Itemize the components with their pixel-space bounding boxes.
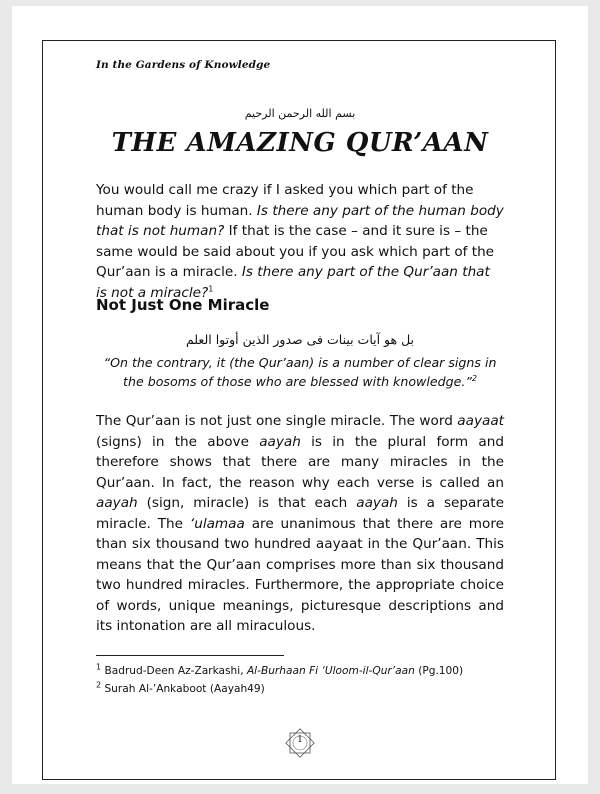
footnote-2 — [96, 682, 265, 696]
body-term: ‘ulamaa — [189, 515, 245, 532]
intro-question: Is there any part of the human body that is not human? — [96, 202, 504, 239]
body-text: The Qur’aan is not just one single miracle. The word — [96, 413, 458, 429]
page-number: 1 — [297, 735, 303, 745]
page-title: THE AMAZING QUR’AAN — [111, 128, 489, 158]
intro-text: You would call me crazy if I asked you which part of the human body is human. — [96, 182, 474, 219]
footnote-ref[interactable]: 2 — [471, 373, 477, 383]
intro-paragraph — [96, 180, 504, 303]
intro-text: If that is the case – and it sure is – the same would be said about you if you ask which part of the Qur’aan is a miracle. — [96, 223, 495, 280]
section-heading: Not Just One Miracle — [96, 296, 270, 314]
running-header: In the Gardens of Knowledge — [96, 59, 271, 71]
body-term: aayah — [356, 495, 398, 511]
footnote-text: Surah Al-’Ankaboot (Aayah49) — [101, 683, 265, 695]
arabic-verse: بل هو آيات بينات فى صدور الذين أوتوا العلم — [185, 332, 415, 347]
footnote-number: 2 — [96, 680, 102, 690]
body-paragraph — [96, 411, 504, 637]
footnote-divider — [96, 655, 284, 656]
page-number-ornament — [282, 725, 318, 761]
verse-translation — [96, 353, 504, 391]
footnote-author: Badrud-Deen Az-Zarkashi, — [101, 665, 247, 677]
footnote-page: (Pg.100) — [414, 665, 464, 677]
body-term: aayah — [259, 433, 301, 450]
body-text: is a separate miracle. The — [96, 495, 504, 532]
footnote-ref[interactable]: 1 — [208, 283, 214, 293]
quote-text: “On the contrary, it (the Qur’aan) is a number of clear signs in the bosoms of those who are blessed with knowledge.” — [103, 355, 497, 389]
body-text: is in the plural form and therefore shows that there are many miracles in the Qur’aan. In fact, the reason why each verse is called an — [96, 433, 504, 491]
body-text: are unanimous that there are more than six thousand two hundred aayaat in the Qur’aan. This means that the Qur’aan comprises more than six thousand two hundred miracles. Furthermore, the appropriate choice of words, unique meanings, picturesque descriptions and its intonation are all miraculous. — [96, 515, 504, 634]
body-text: (signs) in the above — [96, 433, 260, 450]
body-term: aayaat — [457, 413, 504, 429]
body-text: (sign, miracle) is that each — [137, 495, 357, 511]
basmala: بسم الله الرحمن الرحيم — [244, 107, 356, 120]
footnote-1 — [96, 664, 463, 678]
footnote-number: 1 — [96, 662, 102, 672]
body-term: aayah — [96, 495, 138, 511]
intro-question: Is there any part of the Qur’aan that is not a miracle? — [96, 264, 490, 301]
footnote-work: Al-Burhaan Fi ‘Uloom-il-Qur’aan — [246, 665, 415, 677]
